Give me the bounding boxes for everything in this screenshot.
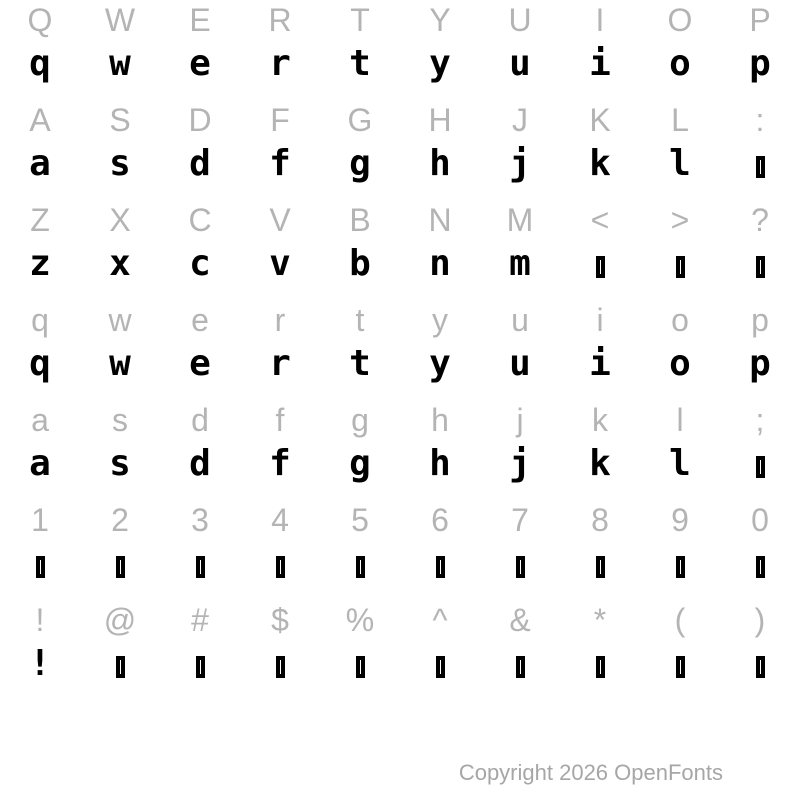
font-glyph: m xyxy=(509,243,531,284)
font-glyph: y xyxy=(429,43,451,84)
font-glyph: c xyxy=(189,243,211,284)
keyboard-key-label: R xyxy=(268,2,292,38)
keyboard-key-label: ? xyxy=(751,202,769,238)
keyboard-key-label: o xyxy=(671,302,689,338)
font-glyph: f xyxy=(269,143,291,184)
font-glyph: z xyxy=(29,243,51,284)
missing-glyph-cell xyxy=(756,140,765,200)
tofu-box-icon xyxy=(516,656,525,678)
keyboard-key-label: ( xyxy=(674,602,686,638)
tofu-box-icon xyxy=(36,556,45,578)
keyboard-key-label: C xyxy=(188,202,212,238)
glyph-row xyxy=(0,440,800,500)
font-glyph: b xyxy=(349,243,371,284)
keyboard-key-label: r xyxy=(274,302,286,338)
keyboard-key-label: A xyxy=(29,102,51,138)
tofu-box-icon xyxy=(756,156,765,178)
keyboard-key-label: X xyxy=(109,202,131,238)
keyboard-key-label: ^ xyxy=(432,602,448,638)
font-glyph: p xyxy=(749,43,771,84)
glyph-row xyxy=(0,40,800,100)
keyboard-key-label: h xyxy=(431,402,449,438)
font-glyph: d xyxy=(189,443,211,484)
keyboard-key-label: N xyxy=(428,202,452,238)
key-label-row xyxy=(0,200,800,240)
keyboard-key-label: ! xyxy=(35,602,45,638)
lowercase-top-row xyxy=(0,300,800,400)
missing-glyph-cell xyxy=(196,640,205,700)
tofu-box-icon xyxy=(676,556,685,578)
font-glyph: r xyxy=(269,43,291,84)
font-glyph: k xyxy=(589,143,611,184)
font-glyph: k xyxy=(589,443,611,484)
font-glyph: a xyxy=(29,443,51,484)
key-label-row xyxy=(0,500,800,540)
font-glyph: r xyxy=(269,343,291,384)
keyboard-key-label: B xyxy=(349,202,371,238)
tofu-box-icon xyxy=(596,556,605,578)
missing-glyph-cell xyxy=(356,540,365,600)
keyboard-key-label: f xyxy=(275,402,285,438)
keyboard-key-label: Z xyxy=(30,202,50,238)
keyboard-key-label: g xyxy=(351,402,369,438)
font-glyph: a xyxy=(29,143,51,184)
keyboard-key-label: F xyxy=(270,102,290,138)
font-glyph: s xyxy=(109,143,131,184)
font-glyph: i xyxy=(589,343,611,384)
keyboard-key-label: l xyxy=(676,402,684,438)
keyboard-key-label: L xyxy=(671,102,689,138)
font-glyph: h xyxy=(429,143,451,184)
lowercase-home-row xyxy=(0,400,800,500)
font-glyph: w xyxy=(109,43,131,84)
tofu-box-icon xyxy=(116,556,125,578)
missing-glyph-cell xyxy=(596,540,605,600)
font-glyph: u xyxy=(509,43,531,84)
font-glyph: q xyxy=(29,343,51,384)
keyboard-key-label: : xyxy=(755,102,765,138)
font-glyph: t xyxy=(349,343,371,384)
tofu-box-icon xyxy=(436,556,445,578)
keyboard-key-label: 7 xyxy=(511,502,529,538)
keyboard-key-label: 3 xyxy=(191,502,209,538)
tofu-box-icon xyxy=(756,656,765,678)
missing-glyph-cell xyxy=(116,640,125,700)
missing-glyph-cell xyxy=(436,540,445,600)
font-glyph: g xyxy=(349,143,371,184)
keyboard-key-label: O xyxy=(667,2,693,38)
tofu-box-icon xyxy=(596,656,605,678)
missing-glyph-cell xyxy=(676,240,685,300)
missing-glyph-cell xyxy=(676,640,685,700)
missing-glyph-cell xyxy=(676,540,685,600)
missing-glyph-cell xyxy=(596,640,605,700)
font-glyph: e xyxy=(189,343,211,384)
keyboard-key-label: < xyxy=(590,202,610,238)
keyboard-key-label: 6 xyxy=(431,502,449,538)
tofu-box-icon xyxy=(356,556,365,578)
glyph-row xyxy=(0,540,800,600)
keyboard-key-label: S xyxy=(109,102,131,138)
keyboard-key-label: w xyxy=(108,302,132,338)
tofu-box-icon xyxy=(356,656,365,678)
keyboard-key-label: 8 xyxy=(591,502,609,538)
font-glyph: o xyxy=(669,343,691,384)
glyph-row xyxy=(0,640,800,700)
missing-glyph-cell xyxy=(516,540,525,600)
keyboard-key-label: M xyxy=(506,202,534,238)
font-glyph: e xyxy=(189,43,211,84)
font-glyph: j xyxy=(509,143,531,184)
tofu-box-icon xyxy=(276,556,285,578)
keyboard-key-label: $ xyxy=(271,602,289,638)
keyboard-key-label: 0 xyxy=(751,502,769,538)
font-glyph: h xyxy=(429,443,451,484)
keyboard-key-label: 1 xyxy=(31,502,49,538)
keyboard-key-label: p xyxy=(751,302,769,338)
tofu-box-icon xyxy=(116,656,125,678)
font-glyph: l xyxy=(669,143,691,184)
keyboard-key-label: P xyxy=(749,2,771,38)
font-glyph: ! xyxy=(29,643,51,684)
symbols-row xyxy=(0,600,800,700)
font-glyph: u xyxy=(509,343,531,384)
keyboard-key-label: V xyxy=(269,202,291,238)
keyboard-key-label: J xyxy=(512,102,528,138)
keyboard-key-label: 4 xyxy=(271,502,289,538)
font-glyph: t xyxy=(349,43,371,84)
missing-glyph-cell xyxy=(756,640,765,700)
keyboard-key-label: 2 xyxy=(111,502,129,538)
missing-glyph-cell xyxy=(596,240,605,300)
missing-glyph-cell xyxy=(276,640,285,700)
keyboard-key-label: Y xyxy=(429,2,451,38)
keyboard-key-label: s xyxy=(112,402,128,438)
keyboard-key-label: I xyxy=(595,2,605,38)
tofu-box-icon xyxy=(196,556,205,578)
tofu-box-icon xyxy=(276,656,285,678)
glyph-row xyxy=(0,240,800,300)
font-glyph: n xyxy=(429,243,451,284)
tofu-box-icon xyxy=(756,256,765,278)
keyboard-key-label: % xyxy=(345,602,375,638)
font-glyph: s xyxy=(109,443,131,484)
font-glyph: q xyxy=(29,43,51,84)
font-glyph: y xyxy=(429,343,451,384)
missing-glyph-cell xyxy=(756,440,765,500)
tofu-box-icon xyxy=(516,556,525,578)
keyboard-key-label: * xyxy=(593,602,607,638)
font-glyph: p xyxy=(749,343,771,384)
uppercase-top-row xyxy=(0,0,800,100)
keyboard-key-label: > xyxy=(670,202,690,238)
keyboard-key-label: U xyxy=(508,2,532,38)
copyright-notice: Copyright 2026 OpenFonts xyxy=(458,760,723,785)
keyboard-key-label: ) xyxy=(754,602,766,638)
font-glyph: l xyxy=(669,443,691,484)
glyph-row xyxy=(0,340,800,400)
uppercase-home-row xyxy=(0,100,800,200)
keyboard-key-label: e xyxy=(191,302,209,338)
tofu-box-icon xyxy=(676,256,685,278)
font-glyph: o xyxy=(669,43,691,84)
keyboard-key-label: q xyxy=(31,302,49,338)
font-glyph: j xyxy=(509,443,531,484)
key-label-row xyxy=(0,600,800,640)
keyboard-key-label: E xyxy=(189,2,211,38)
uppercase-bottom-row xyxy=(0,200,800,300)
digits-row xyxy=(0,500,800,600)
keyboard-key-label: t xyxy=(355,302,365,338)
key-label-row xyxy=(0,400,800,440)
keyboard-key-label: i xyxy=(596,302,604,338)
font-glyph: d xyxy=(189,143,211,184)
keyboard-key-label: 9 xyxy=(671,502,689,538)
keyboard-key-label: T xyxy=(350,2,370,38)
missing-glyph-cell xyxy=(36,540,45,600)
key-label-row xyxy=(0,300,800,340)
tofu-box-icon xyxy=(676,656,685,678)
keyboard-key-label: & xyxy=(509,602,531,638)
keyboard-key-label: D xyxy=(188,102,212,138)
font-glyph: f xyxy=(269,443,291,484)
keyboard-key-label: k xyxy=(592,402,608,438)
keyboard-key-label: @ xyxy=(103,602,137,638)
missing-glyph-cell xyxy=(116,540,125,600)
keyboard-key-label: H xyxy=(428,102,452,138)
missing-glyph-cell xyxy=(516,640,525,700)
missing-glyph-cell xyxy=(436,640,445,700)
key-label-row xyxy=(0,100,800,140)
keyboard-key-label: y xyxy=(432,302,448,338)
font-glyph: g xyxy=(349,443,371,484)
tofu-box-icon xyxy=(756,456,765,478)
keyboard-key-label: G xyxy=(347,102,373,138)
tofu-box-icon xyxy=(436,656,445,678)
font-glyph: i xyxy=(589,43,611,84)
missing-glyph-cell xyxy=(756,540,765,600)
glyph-row xyxy=(0,140,800,200)
tofu-box-icon xyxy=(596,256,605,278)
keyboard-key-label: # xyxy=(191,602,209,638)
missing-glyph-cell xyxy=(276,540,285,600)
key-label-row xyxy=(0,0,800,40)
keyboard-key-label: K xyxy=(589,102,611,138)
keyboard-key-label: j xyxy=(516,402,524,438)
missing-glyph-cell xyxy=(756,240,765,300)
font-glyph: v xyxy=(269,243,291,284)
keyboard-key-label: ; xyxy=(755,402,765,438)
tofu-box-icon xyxy=(196,656,205,678)
tofu-box-icon xyxy=(756,556,765,578)
missing-glyph-cell xyxy=(196,540,205,600)
keyboard-key-label: a xyxy=(31,402,49,438)
keyboard-key-label: u xyxy=(511,302,529,338)
font-glyph: x xyxy=(109,243,131,284)
keyboard-key-label: W xyxy=(104,2,136,38)
missing-glyph-cell xyxy=(356,640,365,700)
font-glyph: w xyxy=(109,343,131,384)
keyboard-key-label: Q xyxy=(27,2,53,38)
keyboard-key-label: d xyxy=(191,402,209,438)
keyboard-key-label: 5 xyxy=(351,502,369,538)
